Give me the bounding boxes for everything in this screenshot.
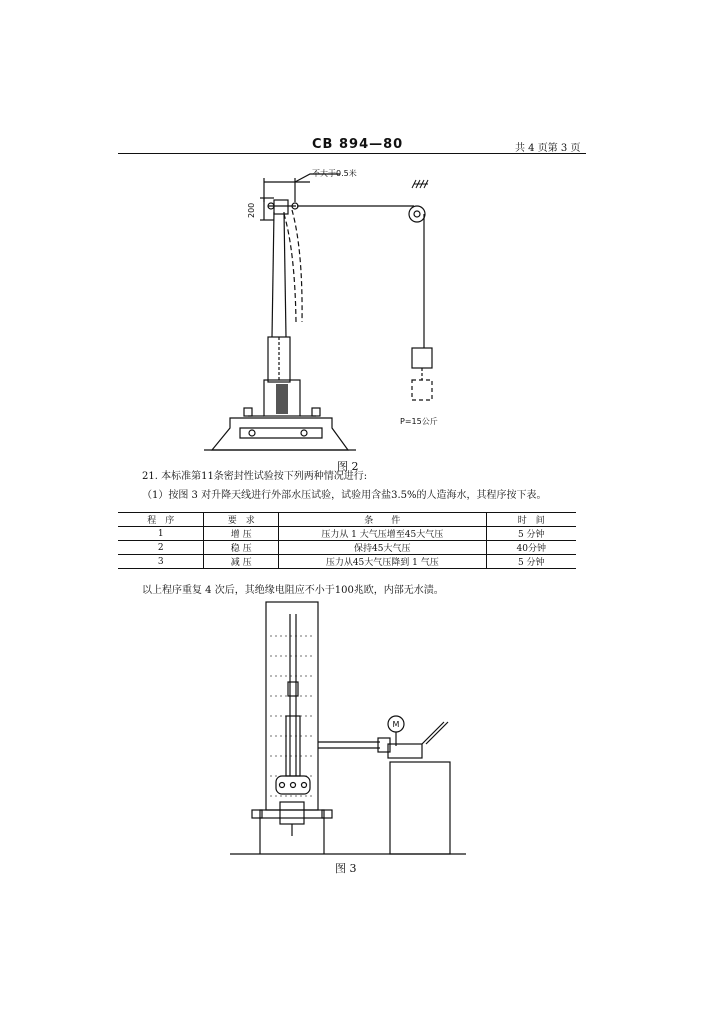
table-cell: 40分钟 [486,541,576,555]
after-table-text: 以上程序重复 4 次后，其绝缘电阻应不小于100兆欧，内部无水渍。 [142,585,444,596]
offset-dimension-label: 不大于0.5米 [312,169,357,178]
header-rule [118,153,586,154]
section-21-line2: （1）按图 3 对升降天线进行外部水压试验，试验用含盐3.5%的人造海水，其程序按下表。 [142,490,547,501]
table-cell: 5 分钟 [486,555,576,569]
section-21-line1: 21. 本标准第11条密封性试验按下列两种情况进行: [142,471,368,482]
col-header-condition: 条 件 [279,513,487,527]
table-cell: 保持45大气压 [279,541,487,555]
gauge-label: M [392,720,400,729]
table-cell: 压力从 1 大气压增至45大气压 [279,527,487,541]
table-row [118,555,576,569]
figure-2-caption: 图 2 [337,460,359,473]
page-info: 共 4 页第 3 页 [515,143,581,154]
height-dimension-label: 200 [247,202,256,218]
figure-3-drawing [230,596,470,858]
table-cell: 减 压 [204,555,279,569]
standard-number: CB 894—80 [312,137,404,152]
weight-label: P=15公斤 [400,417,438,426]
table-cell: 1 [118,527,204,541]
procedure-table [118,512,576,569]
figure-3-caption: 图 3 [335,862,357,875]
table-header-row [118,513,576,527]
figure-2-drawing [200,162,470,460]
col-header-time: 时 间 [486,513,576,527]
table-cell: 2 [118,541,204,555]
table-cell: 3 [118,555,204,569]
table-cell: 5 分钟 [486,527,576,541]
table-cell: 增 压 [204,527,279,541]
table-row [118,541,576,555]
table-cell: 压力从45大气压降到 1 气压 [279,555,487,569]
col-header-requirement: 要 求 [204,513,279,527]
col-header-step: 程 序 [118,513,204,527]
table-cell: 稳 压 [204,541,279,555]
table-row [118,527,576,541]
